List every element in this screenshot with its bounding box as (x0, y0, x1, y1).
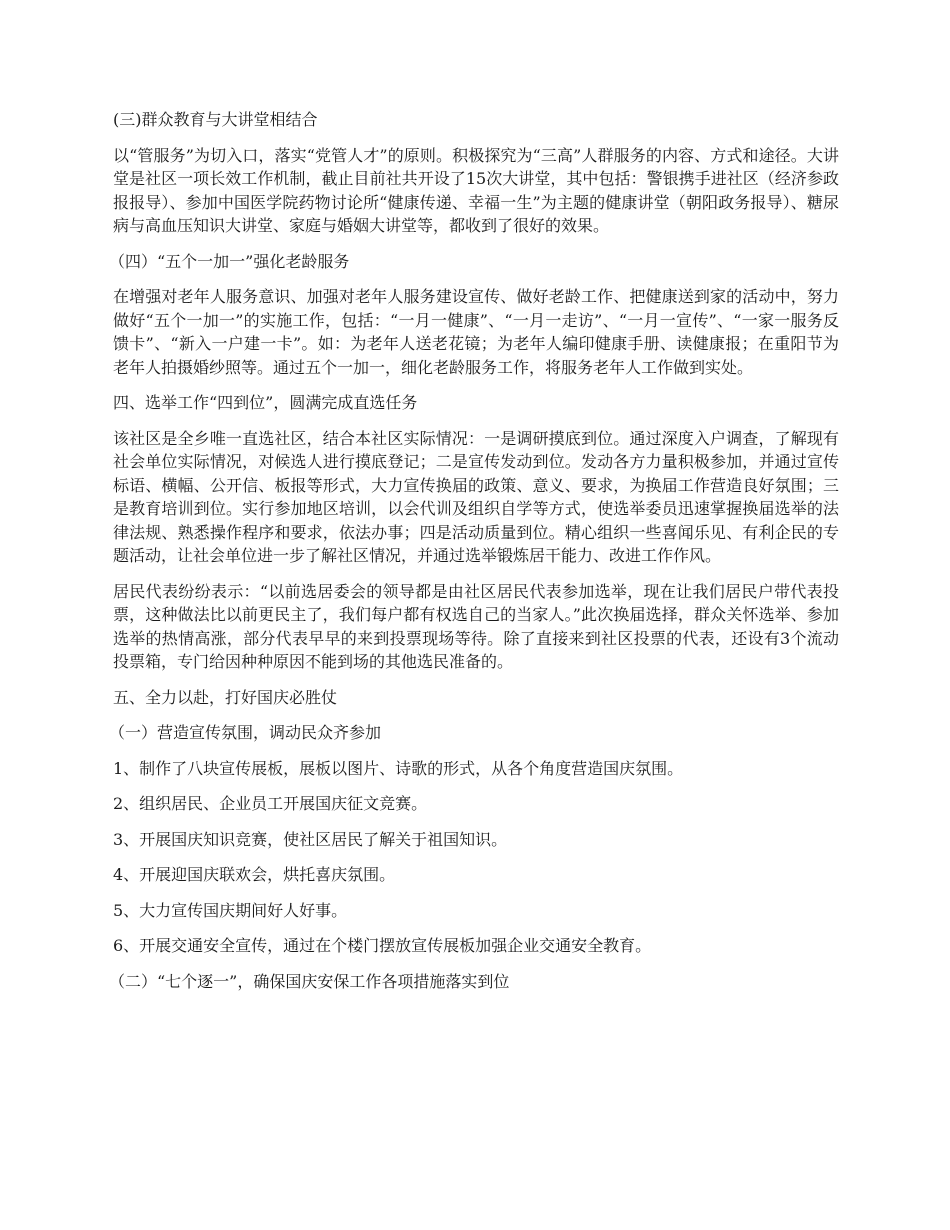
list-item: 4、开展迎国庆联欢会，烘托喜庆氛围。 (113, 865, 396, 884)
paragraph-elderly-service: 在增强对老年人服务意识、加强对老年人服务建设宣传、做好老龄工作、把健康送到家的活动中，努力做好“五个一加一”的实施工作，包括：“一月一健康”、“一月一走访”、“一月一宣传”、“一家一服务反馈卡”、“新入一户建一卡”。如：为老年人送老花镜；为老年人编印健康手册、读健康报；在重阳节为老年人拍摄婚纱照等。通过五个一加一，细化老龄服务工作，将服务老年人工作做到实处。 (113, 287, 839, 377)
paragraph-management-service: 以“管服务”为切入口，落实“党管人才”的原则。积极探究为“三高”人群服务的内容、方式和途径。大讲堂是社区一项长效工作机制，截止目前社共开设了15次大讲堂，其中包括：警银携手进社区（经济参政报报导）、参加中国医学院药物讨论所“健康传递、幸福一生”为主题的健康讲堂（朝阳政务报导）、糖尿病与高血压知识大讲堂、家庭与婚姻大讲堂等，都收到了很好的效果。 (113, 145, 839, 235)
list-item: 5、大力宣传国庆期间好人好事。 (113, 900, 348, 920)
list-item: 1、制作了八块宣传展板，展板以图片、诗歌的形式，从各个角度营造国庆氛围。 (113, 758, 684, 778)
list-item: 2、组织居民、企业员工开展国庆征文竞赛。 (113, 794, 428, 813)
section-heading-national-day: 五、全力以赴，打好国庆必胜仗 (113, 687, 338, 707)
section-heading-election: 四、选举工作“四到位”，圆满完成直选任务 (113, 393, 418, 412)
paragraph-election-process: 该社区是全乡唯一直选社区，结合本社区实际情况：一是调研摸底到位。通过深度入户调查，了解现有社会单位实际情况，对候选人进行摸底登记；二是宣传发动到位。发动各方力量积极参加，并通过宣传标语、横幅、公开信、板报等形式，大力宣传换届的政策、意义、要求，为换届工作营造良好氛围；三是教育培训到位。实行参加地区培训，以会代训及组织自学等方式，使选举委员迅速掌握换届选举的法律法规、熟悉操作程序和要求，依法办事；四是活动质量到位。精心组织一些喜闻乐见、有利企民的专题活动，让社会单位进一步了解社区情况，并通过选举锻炼居干能力、改进工作作风。 (113, 428, 839, 565)
paragraph-resident-feedback: 居民代表纷纷表示：“以前选居委会的领导都是由社区居民代表参加选举，现在让我们居民户带代表投票，这种做法比以前更民主了，我们每户都有权选自己的当家人。”此次换届选择，群众关怀选举、参加选举的热情高涨，部分代表早早的来到投票现场等待。除了直接来到社区投票的代表，还设有3个流动投票箱，专门给因种种原因不能到场的其他选民准备的。 (113, 581, 839, 671)
list-item: 3、开展国庆知识竞赛，使社区居民了解关于祖国知识。 (113, 829, 508, 849)
list-item: 6、开展交通安全宣传，通过在个楼门摆放宣传展板加强企业交通安全教育。 (113, 936, 652, 955)
subsection-heading-security: （二）“七个逐一”，确保国庆安保工作各项措施落实到位 (109, 971, 510, 991)
subsection-heading-publicity: （一）营造宣传氛围，调动民众齐参加 (109, 723, 382, 742)
section-heading-elderly-service: （四）“五个一加一”强化老龄服务 (109, 251, 350, 271)
section-heading-mass-education: (三)群众教育与大讲堂相结合 (113, 110, 318, 129)
document-page (109, 108, 839, 1005)
